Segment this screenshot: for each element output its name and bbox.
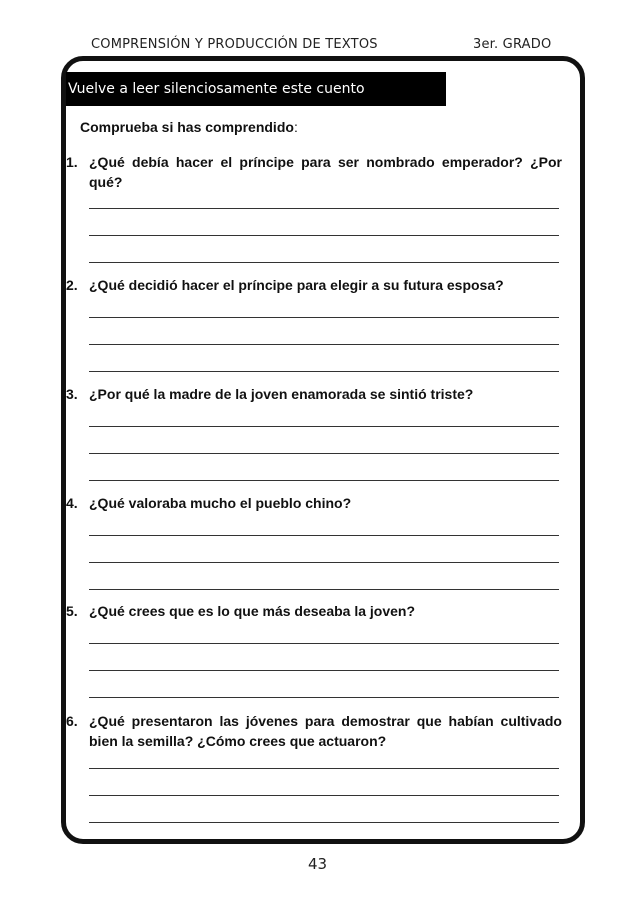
answer-line[interactable] — [89, 795, 559, 796]
question-text: ¿Qué crees que es lo que más deseaba la joven? — [89, 603, 416, 619]
question-4 — [66, 493, 562, 513]
question-6 — [66, 711, 562, 751]
answer-line[interactable] — [89, 480, 559, 481]
page-number: 43 — [308, 855, 328, 873]
question-text: ¿Qué presentaron las jóvenes para demostrar que habían cultivado bien la semilla? ¿Cómo crees que actuaron? — [89, 713, 562, 749]
subtitle-colon: : — [293, 119, 298, 135]
answer-line[interactable] — [89, 317, 559, 318]
header-title: COMPRENSIÓN Y PRODUCCIÓN DE TEXTOS — [91, 37, 378, 52]
question-2 — [66, 275, 562, 295]
answer-line[interactable] — [89, 670, 559, 671]
section-subtitle — [80, 119, 298, 135]
answer-line[interactable] — [89, 822, 559, 823]
answer-line[interactable] — [89, 562, 559, 563]
question-number: 1. — [66, 154, 78, 170]
answer-line[interactable] — [89, 371, 559, 372]
question-text: ¿Qué decidió hacer el príncipe para elegir a su futura esposa? — [89, 277, 504, 293]
question-3 — [66, 384, 562, 404]
question-number: 2. — [66, 277, 78, 293]
answer-line[interactable] — [89, 208, 559, 209]
question-text: ¿Por qué la madre de la joven enamorada se sintió triste? — [89, 386, 474, 402]
answer-line[interactable] — [89, 535, 559, 536]
header-grade: 3er. GRADO — [473, 37, 552, 52]
answer-line[interactable] — [89, 426, 559, 427]
question-text: ¿Qué debía hacer el príncipe para ser nombrado emperador? ¿Por qué? — [89, 154, 562, 190]
instruction-banner: Vuelve a leer silenciosamente este cuento — [66, 72, 446, 106]
answer-line[interactable] — [89, 262, 559, 263]
answer-line[interactable] — [89, 344, 559, 345]
question-5 — [66, 601, 562, 621]
question-number: 4. — [66, 495, 78, 511]
answer-line[interactable] — [89, 768, 559, 769]
subtitle-text: Comprueba si has comprendido — [80, 119, 294, 135]
answer-line[interactable] — [89, 589, 559, 590]
answer-line[interactable] — [89, 235, 559, 236]
question-number: 3. — [66, 386, 78, 402]
question-number: 6. — [66, 713, 78, 729]
answer-line[interactable] — [89, 453, 559, 454]
answer-line[interactable] — [89, 697, 559, 698]
question-text: ¿Qué valoraba mucho el pueblo chino? — [89, 495, 352, 511]
answer-line[interactable] — [89, 643, 559, 644]
question-number: 5. — [66, 603, 78, 619]
question-1 — [66, 152, 562, 192]
